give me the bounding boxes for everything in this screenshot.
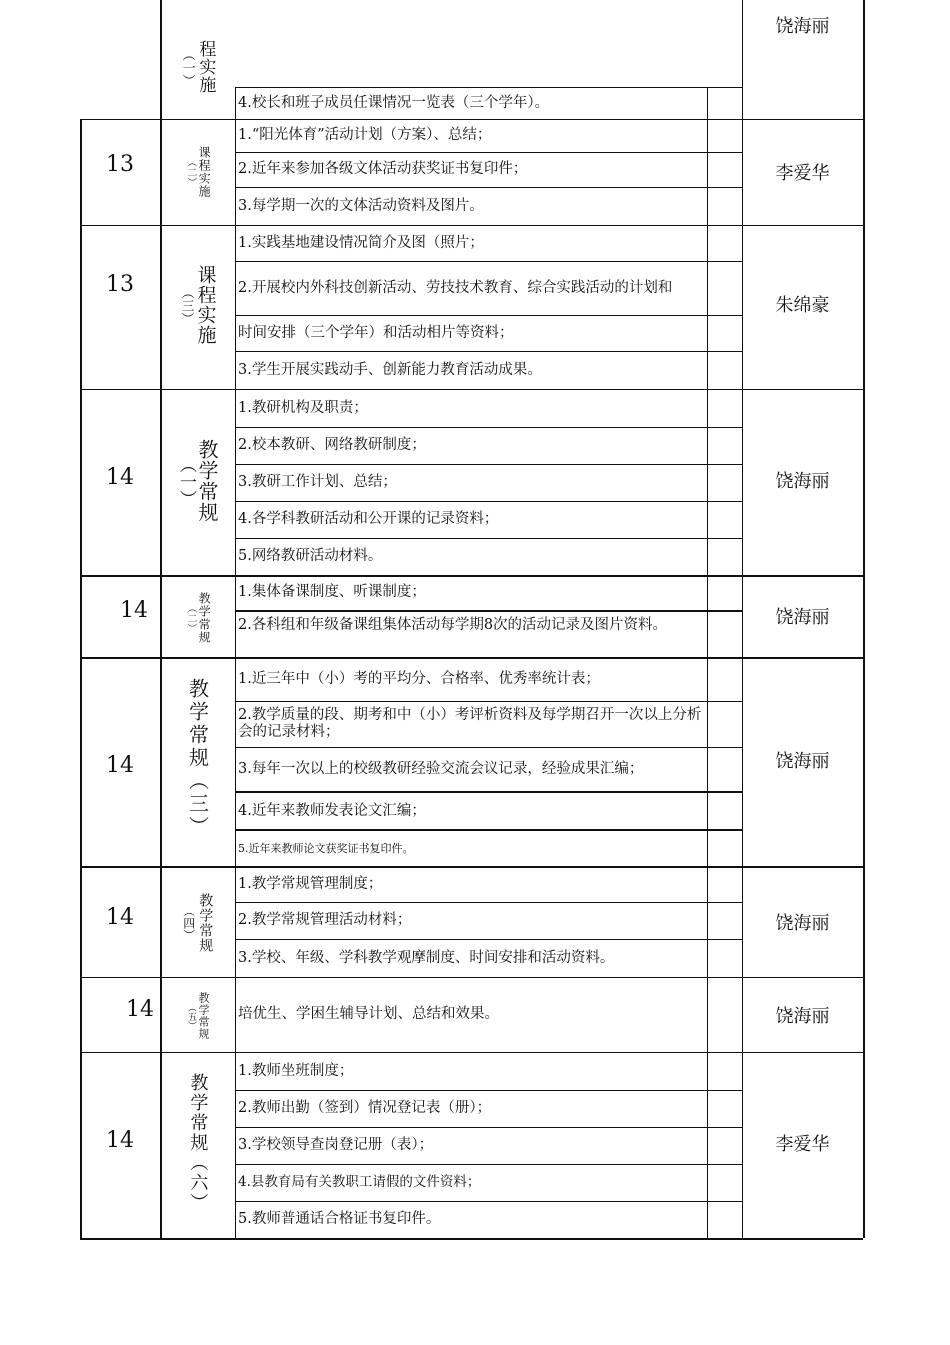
checklist-item: 1.实践基地建设情况简介及图（照片；	[238, 234, 484, 251]
responsible-person: 朱绵豪	[775, 295, 830, 316]
checklist-item: 3.学生开展实践动手、创新能力教育活动成果。	[238, 361, 542, 378]
checklist-item: 2.教学常规管理活动材料；	[238, 912, 412, 928]
inspection-table	[80, 0, 863, 1240]
category-cell	[160, 581, 235, 655]
category-label: 课程实施	[197, 146, 212, 198]
item-number: 14	[106, 1127, 134, 1153]
checklist-item: 时间安排（三个学年）和活动相片等资料；	[238, 324, 514, 341]
checklist-item: 3.每年一次以上的校级教研经验交流会议记录，经验成果汇编；	[238, 760, 644, 777]
responsible-person: 李爱华	[775, 1134, 830, 1155]
category-label: 教学常规	[195, 439, 219, 523]
category-paren: （一）	[176, 455, 196, 507]
category-label: 教学常规	[197, 992, 211, 1040]
checklist-item: 3.学校领导查岗登记册（表）；	[238, 1137, 434, 1153]
item-number: 14	[106, 752, 134, 778]
checklist-item: 培优生、学困生辅导计划、总结和效果。	[238, 1006, 499, 1022]
category-cell	[160, 131, 235, 213]
category-label: 教学常规	[197, 592, 212, 644]
table-block	[80, 657, 863, 866]
table-block	[80, 977, 863, 1052]
checklist-item: 2.校本教研、网络教研制度；	[238, 437, 426, 453]
table-block	[80, 866, 863, 977]
responsible-person: 饶海丽	[775, 471, 830, 492]
checklist-item: 2.近年来参加各级文体活动获奖证书复印件；	[238, 161, 528, 177]
category-paren: （四）	[181, 905, 196, 941]
category-label: 教学常规	[197, 893, 214, 953]
responsible-person: 饶海丽	[775, 607, 830, 628]
table-block	[80, 389, 863, 575]
item-number: 14	[106, 464, 134, 490]
checklist-item: 1.“阳光体育”活动计划（方案）、总结；	[238, 127, 492, 143]
category-cell	[160, 20, 235, 114]
item-number: 14	[106, 905, 134, 930]
category-cell	[160, 411, 235, 551]
checklist-item: 1.教师坐班制度；	[238, 1062, 354, 1079]
checklist-item: 2.教师出勤（签到）情况登记表（册）；	[238, 1100, 492, 1116]
item-number: 13	[106, 151, 134, 177]
checklist-item: 4.近年来教师发表论文汇编；	[238, 802, 426, 819]
checklist-item: 1.教研机构及职责；	[238, 399, 368, 416]
checklist-item: 3.教研工作计划、总结；	[238, 474, 397, 490]
checklist-item: 1.集体备课制度、听课制度；	[238, 584, 426, 600]
item-number: 13	[106, 271, 134, 297]
checklist-item: 3.学校、年级、学科教学观摩制度、时间安排和活动资料。	[238, 949, 615, 966]
table-block	[80, 0, 863, 119]
category-paren: （二）	[184, 157, 196, 187]
checklist-item: 3.每学期一次的文体活动资料及图片。	[238, 197, 484, 214]
category-paren: （三）	[178, 285, 194, 325]
category-label: 教学常规（三）	[185, 677, 210, 839]
checklist-item: 4.县教育局有关教职工请假的文件资料；	[238, 1174, 481, 1190]
checklist-item: 5.网络教研活动材料。	[238, 548, 383, 564]
category-label: 教学常规（六）	[187, 1072, 209, 1213]
table-block	[80, 575, 863, 657]
table-block	[80, 119, 863, 225]
responsible-person: 饶海丽	[775, 15, 830, 37]
category-cell	[160, 880, 235, 966]
table-block	[80, 1052, 863, 1238]
checklist-item: 2.各科组和年级备课组集体活动每学期8次的活动记录及图片资料。	[238, 617, 668, 633]
category-label: 程实施	[195, 40, 216, 94]
checklist-item: 2.开展校内外科技创新活动、劳技技术教育、综合实践活动的计划和	[238, 279, 673, 296]
category-cell	[160, 1060, 235, 1225]
checklist-item: 4.校长和班子成员任课情况一览表（三个学年）。	[238, 94, 550, 111]
checklist-item: 5.近年来教师论文获奖证书复印件。	[238, 842, 414, 855]
category-cell	[160, 245, 235, 365]
checklist-item: 2.教学质量的段、期考和中（小）考评析资料及每学期召开一次以上分析会的记录材料；	[238, 707, 702, 740]
responsible-person: 饶海丽	[775, 1005, 830, 1027]
category-paren: （一）	[179, 47, 195, 87]
responsible-person: 李爱华	[775, 163, 830, 184]
category-cell	[160, 663, 235, 853]
checklist-item: 1.教学常规管理制度；	[238, 875, 383, 892]
category-paren: （二）	[184, 603, 196, 633]
category-paren: （五）	[185, 1002, 196, 1030]
checklist-item: 1.近三年中（小）考的平均分、合格率、优秀率统计表；	[238, 670, 600, 687]
category-label: 课程实施	[194, 265, 217, 345]
responsible-person: 饶海丽	[775, 750, 830, 772]
item-number: 14	[120, 597, 148, 623]
category-cell	[160, 979, 235, 1053]
checklist-item: 5.教师普通话合格证书复印件。	[238, 1211, 441, 1227]
table-block	[80, 225, 863, 389]
item-number: 14	[126, 996, 154, 1022]
checklist-item: 4.各学科教研活动和公开课的记录资料；	[238, 511, 499, 527]
responsible-person: 饶海丽	[775, 912, 830, 934]
